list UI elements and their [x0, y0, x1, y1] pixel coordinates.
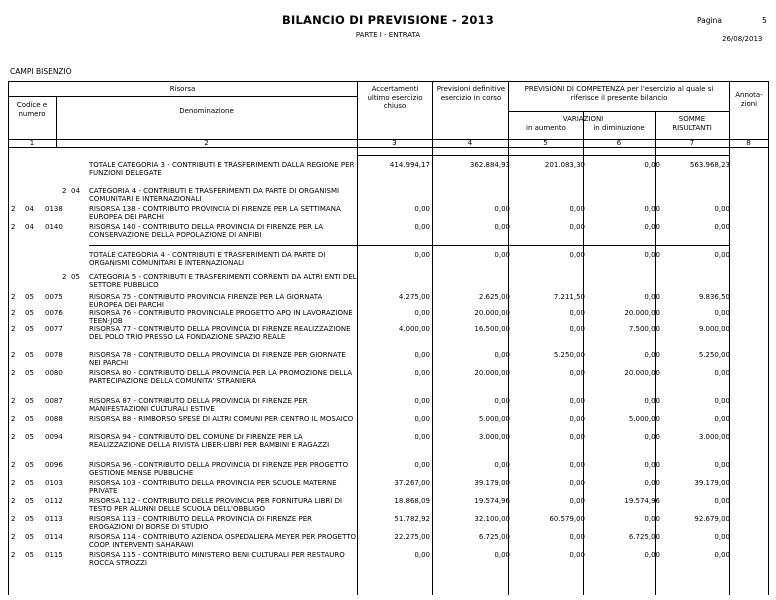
- cell-aumento: 0,00: [569, 325, 585, 333]
- cell-titolo: 2: [11, 551, 16, 559]
- cell-risorsa: 0080: [45, 369, 63, 377]
- header-denominazione: Denominazione: [179, 107, 234, 115]
- colnum-6: 6: [616, 139, 622, 147]
- cell-previsioni: 0,00: [494, 223, 510, 231]
- rule-total-4: [89, 245, 729, 246]
- cell-categoria: 05: [25, 309, 34, 317]
- cell-risorsa: 0138: [45, 205, 63, 213]
- cell-description: RISORSA 87 - CONTRIBUTO DELLA PROVINCIA DI FIRENZE PER MANIFESTAZIONI CULTURALI ESTIVE: [89, 397, 308, 413]
- cell-previsioni: 39.179,00: [474, 479, 510, 487]
- cell-titolo: 2: [11, 433, 16, 441]
- cell-description: RISORSA 140 - CONTRIBUTO DELLA PROVINCIA DI FIRENZE PER LA CONSERVAZIONE DELLA POPOLAZIONE DI ANFIBI: [89, 223, 324, 239]
- cell-diminuzione: 0,00: [644, 479, 660, 487]
- cell-somme: 5.250,00: [698, 351, 730, 359]
- cell-previsioni: 3.000,00: [478, 433, 510, 441]
- colnum-2: 2: [204, 139, 209, 147]
- cell-previsioni: 20.000,00: [474, 369, 510, 377]
- cell-somme: 0,00: [714, 397, 730, 405]
- cell-categoria: 05: [25, 551, 34, 559]
- cell-somme: 0,00: [714, 551, 730, 559]
- cell-categoria: 05: [25, 325, 34, 333]
- cell-somme: 0,00: [714, 251, 730, 259]
- cell-categoria: 05: [25, 369, 34, 377]
- cell-titolo: 2: [11, 415, 16, 423]
- cell-aumento: 0,00: [569, 309, 585, 317]
- cell-risorsa: 0078: [45, 351, 63, 359]
- cell-diminuzione: 0,00: [644, 515, 660, 523]
- cell-previsioni: 0,00: [494, 205, 510, 213]
- cell-titolo: 2: [11, 205, 16, 213]
- cell-titolo: 2: [11, 223, 16, 231]
- cell-somme: 9.836,50: [698, 293, 730, 301]
- page-title: BILANCIO DI PREVISIONE - 2013: [282, 13, 494, 27]
- colnum-1: 1: [29, 139, 35, 147]
- cell-titolo: 2: [11, 369, 16, 377]
- cell-somme: 3.000,00: [698, 433, 730, 441]
- cell-description: RISORSA 94 - CONTRIBUTO DEL COMUNE DI FIRENZE PER LA REALIZZAZIONE DELLA RIVISTA LIBER-LIBRI PER BAMBINI E RAGAZZI: [89, 433, 330, 449]
- cell-aumento: 0,00: [569, 415, 585, 423]
- cell-previsioni: 2.625,00: [478, 293, 510, 301]
- cell-diminuzione: 19.574,96: [624, 497, 660, 505]
- cell-aumento: 0,00: [569, 205, 585, 213]
- cell-aumento: 7.211,50: [553, 293, 585, 301]
- cell-description: RISORSA 78 - CONTRIBUTO DELLA PROVINCIA DI FIRENZE PER GIORNATE NEI PARCHI: [89, 351, 346, 367]
- cell-risorsa: 0114: [45, 533, 63, 541]
- cell-accertamenti: 0,00: [414, 309, 430, 317]
- cell-diminuzione: 0,00: [644, 551, 660, 559]
- cell-accertamenti: 22.275,00: [394, 533, 430, 541]
- cell-somme: 0,00: [714, 223, 730, 231]
- cell-somme: 39.179,00: [694, 479, 730, 487]
- cell-categoria: 05: [25, 351, 34, 359]
- cell-previsioni: 6.725,00: [478, 533, 510, 541]
- cell-diminuzione: 0,00: [644, 223, 660, 231]
- cell-diminuzione: 0,00: [644, 205, 660, 213]
- cell-accertamenti: 0,00: [414, 433, 430, 441]
- cell-diminuzione: 0,00: [644, 433, 660, 441]
- vrule-right: [768, 81, 769, 595]
- cell-accertamenti: 4.000,00: [398, 325, 430, 333]
- cell-accertamenti: 0,00: [414, 415, 430, 423]
- cell-diminuzione: 0,00: [644, 461, 660, 469]
- cell-accertamenti: 18.868,09: [394, 497, 430, 505]
- cell-description: RISORSA 114 - CONTRIBUTO AZIENDA OSPEDALIERA MEYER PER PROGETTO COOP. INTERVENTI SAHARAWI: [89, 533, 357, 549]
- cell-titolo: 2: [11, 309, 16, 317]
- cell-risorsa: 0076: [45, 309, 63, 317]
- page-subtitle: PARTE I - ENTRATA: [355, 31, 421, 39]
- cell-risorsa: 0140: [45, 223, 63, 231]
- cell-description: RISORSA 112 - CONTRIBUTO DELLE PROVINCIA PER FORNITURA LIBRI DI TESTO PER ALUNNI DELLE SCUOLA DELL'OBBLIGO: [89, 497, 343, 513]
- cell-categoria: 05: [25, 479, 34, 487]
- cell-categoria: 05: [25, 433, 34, 441]
- cell-aumento: 0,00: [569, 551, 585, 559]
- colnum-7: 7: [689, 139, 695, 147]
- header-variazioni: VARIAZIONI: [562, 115, 604, 123]
- rule-total-3: [357, 155, 729, 156]
- cell-previsioni: 0,00: [494, 461, 510, 469]
- header-competenza: PREVISIONI DI COMPETENZA per l'esercizio al quale si riferisce il presente bilancio: [524, 85, 714, 102]
- colnum-3: 3: [392, 139, 397, 147]
- cell-description: TOTALE CATEGORIA 3 - CONTRIBUTI E TRASFERIMENTI DALLA REGIONE PER FUNZIONI DELEGATE: [89, 161, 355, 177]
- cell-accertamenti: 0,00: [414, 205, 430, 213]
- entity-name: CAMPI BISENZIO: [10, 67, 72, 76]
- cell-description: RISORSA 80 - CONTRIBUTO DELLA PROVINCIA PER LA PROMOZIONE DELLA PARTECIPAZIONE DELLA COMUNITA' STRANIERA: [89, 369, 353, 385]
- cell-somme: 563.968,23: [689, 161, 730, 169]
- cell-risorsa: 0096: [45, 461, 63, 469]
- cell-diminuzione: 5.000,00: [628, 415, 660, 423]
- cell-accertamenti: 0,00: [414, 369, 430, 377]
- cell-description: RISORSA 77 - CONTRIBUTO DELLA PROVINCIA DI FIRENZE REALIZZAZIONE DEL POLO TRIO PRESSO LA FONDAZIONE SPAZIO REALE: [89, 325, 351, 341]
- header-previsioni: Previsioni definitive esercizio in corso: [436, 85, 506, 102]
- cell-description: RISORSA 76 - CONTRIBUTO PROVINCIALE PROGETTO APQ IN LAVORAZIONE TEEN-JOB: [89, 309, 353, 325]
- cell-diminuzione: 0,00: [644, 251, 660, 259]
- colnum-8: 8: [746, 139, 751, 147]
- cell-titolo: 2: [11, 497, 16, 505]
- cell-diminuzione: 0,00: [644, 161, 660, 169]
- cell-titolo: 2: [11, 461, 16, 469]
- cell-description: RISORSA 103 - CONTRIBUTO DELLA PROVINCIA PER SCUOLE MATERNE PRIVATE: [89, 479, 337, 495]
- cell-categoria: 05: [25, 461, 34, 469]
- colnum-5: 5: [543, 139, 548, 147]
- cell-aumento: 0,00: [569, 397, 585, 405]
- cell-aumento: 0,00: [569, 433, 585, 441]
- cell-risorsa: 0113: [45, 515, 63, 523]
- cell-categoria: 05: [25, 497, 34, 505]
- cell-description: TOTALE CATEGORIA 4 - CONTRIBUTI E TRASFERIMENTI DA PARTE DI ORGANISMI COMUNITARI E INTERNAZIONALI: [89, 251, 326, 267]
- cell-categoria: 04: [25, 205, 34, 213]
- cell-accertamenti: 0,00: [414, 351, 430, 359]
- cell-aumento: 0,00: [569, 479, 585, 487]
- cell-diminuzione: 0,00: [644, 351, 660, 359]
- cell-aumento: 0,00: [569, 223, 585, 231]
- cell-somme: 0,00: [714, 369, 730, 377]
- cell-previsioni: 0,00: [494, 397, 510, 405]
- vrule-left: [8, 81, 9, 595]
- cell-previsioni: 0,00: [494, 251, 510, 259]
- cell-titolo: 2: [11, 293, 16, 301]
- cell-accertamenti: 51.782,92: [394, 515, 430, 523]
- cell-previsioni: 32.100,00: [474, 515, 510, 523]
- cell-aumento: 0,00: [569, 533, 585, 541]
- cell-previsioni: 0,00: [494, 551, 510, 559]
- cell-categoria: 04: [25, 223, 34, 231]
- cell-aumento: 0,00: [569, 369, 585, 377]
- cell-diminuzione: 0,00: [644, 397, 660, 405]
- cell-categoria: 05: [25, 293, 34, 301]
- header-in-aumento: in aumento: [526, 124, 566, 132]
- cell-aumento: 201.083,30: [544, 161, 585, 169]
- cell-somme: 0,00: [714, 497, 730, 505]
- cell-risorsa: 0077: [45, 325, 63, 333]
- cell-titolo: 2: [11, 325, 16, 333]
- cell-risorsa: 0075: [45, 293, 63, 301]
- cell-accertamenti: 0,00: [414, 223, 430, 231]
- cell-diminuzione: 6.725,00: [628, 533, 660, 541]
- cell-description: RISORSA 88 - RIMBORSO SPESE DI ALTRI COMUNI PER CENTRO IL MOSAICO: [89, 415, 354, 423]
- cell-aumento: 0,00: [569, 251, 585, 259]
- cell-accertamenti: 37.267,00: [394, 479, 430, 487]
- cell-accertamenti: 0,00: [414, 251, 430, 259]
- cell-previsioni: 20.000,00: [474, 309, 510, 317]
- cell-titolo: 2: [11, 515, 16, 523]
- cell-description: RISORSA 138 - CONTRIBUTO PROVINCIA DI FIRENZE PER LA SETTIMANA EUROPEA DEI PARCHI: [89, 205, 341, 221]
- cell-accertamenti: 414.994,17: [389, 161, 430, 169]
- cell-description: RISORSA 113 - CONTRIBUTO DELLA PROVINCIA DI FIRENZE PER EROGAZIONI DI BORSE DI STUDIO: [89, 515, 313, 531]
- header-risorsa: Risorsa: [169, 85, 196, 93]
- cell-risorsa: 0088: [45, 415, 63, 423]
- colnum-4: 4: [467, 139, 473, 147]
- document-date: 26/08/2013: [722, 35, 763, 43]
- header-in-diminuzione: in diminuzione: [593, 124, 645, 132]
- cell-somme: 0,00: [714, 415, 730, 423]
- cell-somme: 9.000,00: [698, 325, 730, 333]
- rule-competenza: [508, 111, 729, 112]
- cell-diminuzione: 20.000,00: [624, 369, 660, 377]
- cell-categoria: 05: [25, 515, 34, 523]
- cell-description: CATEGORIA 4 - CONTRIBUTI E TRASFERIMENTI DA PARTE DI ORGANISMI COMUNITARI E INTERNAZIONALI: [89, 187, 340, 203]
- vrule-c3: [357, 81, 358, 595]
- cell-titolo: 2: [11, 533, 16, 541]
- cell-titolo: 2: [11, 397, 16, 405]
- cell-diminuzione: 7.500,00: [628, 325, 660, 333]
- cell-description: RISORSA 96 - CONTRIBUTO DELLA PROVINCIA DI FIRENZE PER PROGETTO GESTIONE MENSE PUBBLICHE: [89, 461, 349, 477]
- cell-description: CATEGORIA 5 - CONTRIBUTI E TRASFERIMENTI CORRENTI DA ALTRI ENTI DEL SETTORE PUBBLICO: [89, 273, 357, 289]
- header-annotazioni: Annota-zioni: [735, 91, 763, 108]
- cell-categoria: 05: [25, 415, 34, 423]
- cell-previsioni: 0,00: [494, 351, 510, 359]
- cell-aumento: 60.579,00: [549, 515, 585, 523]
- cell-titolo: 2: [11, 351, 16, 359]
- cell-categoria: 05: [25, 397, 34, 405]
- cell-somme: 0,00: [714, 461, 730, 469]
- cell-risorsa: 0115: [45, 551, 63, 559]
- cell-accertamenti: 0,00: [414, 461, 430, 469]
- cell-previsioni: 16.500,00: [474, 325, 510, 333]
- cell-risorsa: 0087: [45, 397, 63, 405]
- cell-categoria: 05: [71, 273, 80, 281]
- cell-previsioni: 19.574,96: [474, 497, 510, 505]
- page-number: 5: [762, 16, 767, 25]
- cell-categoria: 04: [71, 187, 80, 195]
- cell-titolo: 2: [62, 273, 67, 281]
- cell-titolo: 2: [62, 187, 67, 195]
- cell-description: RISORSA 115 - CONTRIBUTO MINISTERO BENI CULTURALI PER RESTAURO ROCCA STROZZI: [89, 551, 345, 567]
- cell-description: RISORSA 75 - CONTRIBUTO PROVINCIA FIRENZE PER LA GIORNATA EUROPEA DEI PARCHI: [89, 293, 323, 309]
- cell-somme: 0,00: [714, 533, 730, 541]
- cell-previsioni: 5.000,00: [478, 415, 510, 423]
- cell-aumento: 5.250,00: [553, 351, 585, 359]
- cell-diminuzione: 0,00: [644, 293, 660, 301]
- cell-categoria: 05: [25, 533, 34, 541]
- cell-previsioni: 362.884,93: [469, 161, 510, 169]
- cell-aumento: 0,00: [569, 461, 585, 469]
- cell-somme: 0,00: [714, 205, 730, 213]
- cell-risorsa: 0112: [45, 497, 63, 505]
- cell-accertamenti: 0,00: [414, 397, 430, 405]
- page-label: Pagina: [697, 16, 722, 25]
- cell-risorsa: 0094: [45, 433, 63, 441]
- cell-risorsa: 0103: [45, 479, 63, 487]
- cell-somme: 0,00: [714, 309, 730, 317]
- cell-aumento: 0,00: [569, 497, 585, 505]
- cell-accertamenti: 4.275,00: [398, 293, 430, 301]
- header-accertamenti: Accertamenti ultimo esercizio chiuso: [367, 85, 423, 110]
- cell-titolo: 2: [11, 479, 16, 487]
- cell-accertamenti: 0,00: [414, 551, 430, 559]
- cell-diminuzione: 20.000,00: [624, 309, 660, 317]
- cell-somme: 92.679,00: [694, 515, 730, 523]
- header-codice: Codice e numero: [16, 101, 48, 118]
- header-somme: SOMME RISULTANTI: [672, 115, 712, 132]
- vrule-c4: [432, 81, 433, 595]
- rule-risorsa: [8, 96, 357, 97]
- rule-top: [8, 81, 768, 82]
